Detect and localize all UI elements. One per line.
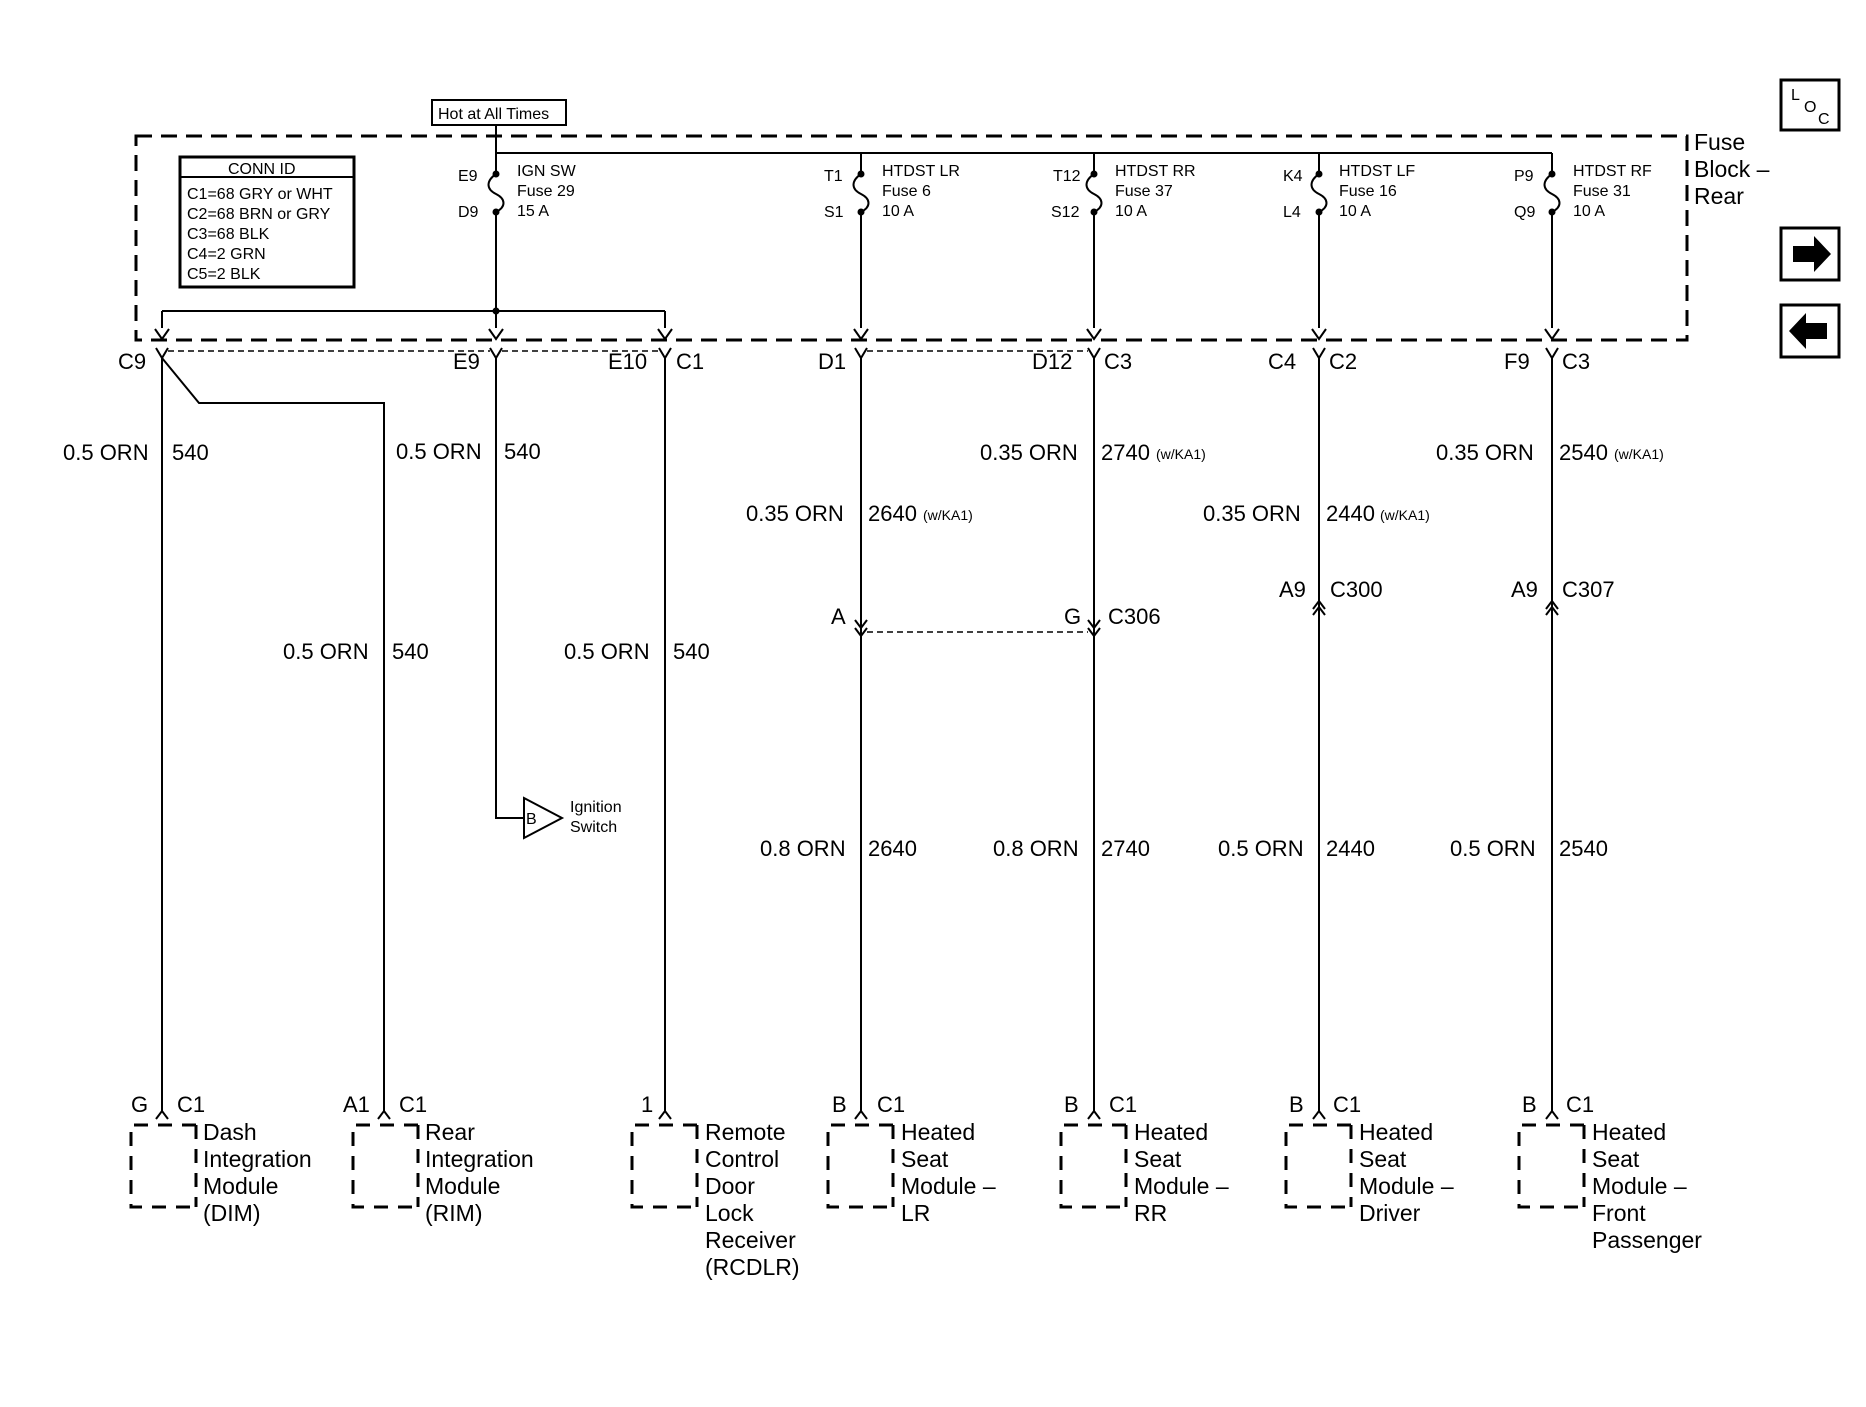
wire-note: (w/KA1): [1156, 446, 1206, 462]
back-arrow-button[interactable]: [1781, 305, 1839, 357]
wire-size: 0.5 ORN: [564, 639, 650, 664]
wire-note: (w/KA1): [923, 507, 973, 523]
inline-conn-c300: C300: [1330, 577, 1383, 602]
module-conn: C1: [399, 1092, 428, 1117]
module-label-line: Seat: [901, 1146, 949, 1172]
fuse-pin-bottom: Q9: [1514, 204, 1536, 221]
fuse-pin-bottom: S1: [824, 204, 844, 221]
block-conn-c1: C1: [676, 349, 705, 374]
fuse-number: Fuse 37: [1115, 183, 1173, 200]
block-pin-f9: F9: [1504, 349, 1530, 374]
block-conn-c3-rf: C3: [1562, 349, 1591, 374]
wire-size: 0.5 ORN: [1218, 836, 1304, 861]
fuse-number: Fuse 16: [1339, 183, 1397, 200]
module-label-line: Front: [1592, 1200, 1646, 1226]
module-conn: C1: [1109, 1092, 1138, 1117]
fuse-pin-top: P9: [1514, 168, 1534, 185]
fuse-pin-top: E9: [458, 168, 478, 185]
block-pin-e10: E10: [608, 349, 648, 374]
module-pin: A1: [343, 1092, 370, 1117]
wire-size: 0.35 ORN: [980, 440, 1078, 465]
hot-label: Hot at All Times: [438, 106, 550, 123]
wire-circuit: 540: [673, 639, 710, 664]
module-label-line: Module: [425, 1173, 501, 1199]
module-label-line: (RCDLR): [705, 1254, 800, 1280]
module-conn: C1: [877, 1092, 906, 1117]
module-label-line: Integration: [425, 1146, 534, 1172]
conn-id-line: C2=68 BRN or GRY: [187, 206, 331, 223]
module-label-line: Heated: [1592, 1119, 1667, 1145]
fuse-pin-top: T1: [824, 168, 843, 185]
module-label-line: Dash: [203, 1119, 257, 1145]
module-dim: [131, 1092, 312, 1226]
module-label-line: Module –: [1359, 1173, 1454, 1199]
loc-button[interactable]: [1781, 80, 1839, 130]
block-pin-c4: C4: [1268, 349, 1297, 374]
wire-circuit: 540: [172, 440, 209, 465]
module-label-line: LR: [901, 1200, 931, 1226]
connector-arrowheads: [155, 329, 1559, 339]
fuse-block-label-1: Fuse: [1694, 129, 1746, 155]
module-label-line: Module –: [1592, 1173, 1687, 1199]
fuse-name: HTDST LF: [1339, 163, 1416, 180]
block-pin-d1: D1: [818, 349, 847, 374]
module-label-line: Lock: [705, 1200, 754, 1226]
module-label-line: Receiver: [705, 1227, 796, 1253]
module-label-line: Seat: [1592, 1146, 1640, 1172]
fuse-name: HTDST RR: [1115, 163, 1196, 180]
wire-size: 0.5 ORN: [1450, 836, 1536, 861]
wire-circuit: 540: [504, 439, 541, 464]
module-pin: B: [1064, 1092, 1079, 1117]
module-pin: 1: [641, 1092, 654, 1117]
module-heated-seat-driver: [1286, 1092, 1454, 1226]
fuse-htdst-rr: [1051, 153, 1196, 221]
wire-size: 0.5 ORN: [63, 440, 149, 465]
fuse-ign-sw: [458, 153, 577, 221]
module-heated-seat-lr: [828, 1092, 996, 1226]
fuse-pin-top: T12: [1053, 168, 1081, 185]
wire-size: 0.35 ORN: [746, 501, 844, 526]
wire-size: 0.5 ORN: [283, 639, 369, 664]
module-conn: C1: [1566, 1092, 1595, 1117]
module-label-line: Seat: [1359, 1146, 1407, 1172]
module-pin: B: [832, 1092, 847, 1117]
wire-circuit: 2740: [1101, 836, 1150, 861]
fuse-number: Fuse 29: [517, 183, 575, 200]
block-conn-c3: C3: [1104, 349, 1133, 374]
module-label-line: Door: [705, 1173, 755, 1199]
fuse-amp: 10 A: [1115, 203, 1148, 220]
forward-arrow-button[interactable]: [1781, 228, 1839, 280]
fuse-block-label-2: Block –: [1694, 156, 1770, 182]
conn-id-line: C3=68 BLK: [187, 226, 270, 243]
wire-circuit: 2540: [1559, 836, 1608, 861]
ignition-letter: B: [526, 811, 537, 828]
fuse-name: HTDST LR: [882, 163, 960, 180]
fuse-htdst-rf: [1514, 153, 1652, 221]
inline-pin-a: A: [831, 604, 846, 629]
module-heated-seat-rr: [1061, 1092, 1229, 1226]
conn-id-line: C5=2 BLK: [187, 266, 261, 283]
block-pin-d12: D12: [1032, 349, 1073, 374]
wire-size: 0.35 ORN: [1203, 501, 1301, 526]
wire-size: 0.8 ORN: [760, 836, 846, 861]
fuse-htdst-lr: [824, 153, 960, 221]
inline-conn-c306: C306: [1108, 604, 1161, 629]
fuse-htdst-lf: [1283, 153, 1415, 221]
fuse-amp: 10 A: [1339, 203, 1372, 220]
ignition-label-2: Switch: [570, 819, 618, 836]
module-pin: G: [131, 1092, 149, 1117]
fuse-pin-bottom: L4: [1283, 204, 1301, 221]
ignition-switch-ref: [524, 798, 622, 838]
wire-note: (w/KA1): [1614, 446, 1664, 462]
module-label-line: Module: [203, 1173, 279, 1199]
wire-circuit: 540: [392, 639, 429, 664]
loc-c-text: C: [1818, 111, 1830, 128]
wire-size: 0.35 ORN: [1436, 440, 1534, 465]
module-label-line: (RIM): [425, 1200, 483, 1226]
module-pin: B: [1522, 1092, 1537, 1117]
fuse-amp: 15 A: [517, 203, 550, 220]
module-label-line: RR: [1134, 1200, 1168, 1226]
module-label-line: Driver: [1359, 1200, 1421, 1226]
fuse-pin-top: K4: [1283, 168, 1303, 185]
wire-size: 0.8 ORN: [993, 836, 1079, 861]
module-label-line: Remote: [705, 1119, 786, 1145]
block-conn-c2: C2: [1329, 349, 1358, 374]
wire-circuit: 2440: [1326, 501, 1375, 526]
fuse-block-label-3: Rear: [1694, 183, 1744, 209]
module-label-line: Module –: [901, 1173, 996, 1199]
conn-id-table: [180, 157, 354, 287]
module-label-line: Module –: [1134, 1173, 1229, 1199]
wire-circuit: 2440: [1326, 836, 1375, 861]
ignition-label-1: Ignition: [570, 799, 622, 816]
module-label-line: Heated: [1134, 1119, 1209, 1145]
conn-id-title: CONN ID: [228, 161, 296, 178]
fuse-name: IGN SW: [517, 163, 576, 180]
module-label-line: (DIM): [203, 1200, 261, 1226]
module-label-line: Passenger: [1592, 1227, 1702, 1253]
fuse-amp: 10 A: [882, 203, 915, 220]
module-label-line: Integration: [203, 1146, 312, 1172]
fuse-amp: 10 A: [1573, 203, 1606, 220]
module-label-line: Rear: [425, 1119, 475, 1145]
module-label-line: Seat: [1134, 1146, 1182, 1172]
wire-circuit: 2640: [868, 501, 917, 526]
loc-o-text: O: [1804, 99, 1817, 116]
wire-circuit: 2540: [1559, 440, 1608, 465]
module-rcdlr: [632, 1092, 800, 1280]
module-label-line: Control: [705, 1146, 780, 1172]
wire-circuit: 2740: [1101, 440, 1150, 465]
inline-conn-c307: C307: [1562, 577, 1615, 602]
module-conn: C1: [177, 1092, 206, 1117]
inline-pin-a9-c307: A9: [1511, 577, 1538, 602]
block-pin-e9: E9: [453, 349, 480, 374]
module-heated-seat-front-passenger: [1519, 1092, 1702, 1253]
wire-note: (w/KA1): [1380, 507, 1430, 523]
module-rim: [343, 1092, 534, 1226]
block-pin-c9: C9: [118, 349, 147, 374]
inline-pin-a9-c300: A9: [1279, 577, 1306, 602]
module-label-line: Heated: [1359, 1119, 1434, 1145]
wire-size: 0.5 ORN: [396, 439, 482, 464]
fuse-name: HTDST RF: [1573, 163, 1652, 180]
module-label-line: Heated: [901, 1119, 976, 1145]
wire-circuit: 2640: [868, 836, 917, 861]
conn-id-line: C1=68 GRY or WHT: [187, 186, 333, 203]
loc-l-text: L: [1791, 87, 1800, 104]
inline-pin-g: G: [1064, 604, 1082, 629]
fuse-pin-bottom: S12: [1051, 204, 1080, 221]
fuse-pin-bottom: D9: [458, 204, 479, 221]
module-pin: B: [1289, 1092, 1304, 1117]
fuse-number: Fuse 31: [1573, 183, 1631, 200]
fuse-number: Fuse 6: [882, 183, 931, 200]
conn-id-line: C4=2 GRN: [187, 246, 266, 263]
inline-connector-c300-c307: [1313, 601, 1558, 615]
module-conn: C1: [1333, 1092, 1362, 1117]
